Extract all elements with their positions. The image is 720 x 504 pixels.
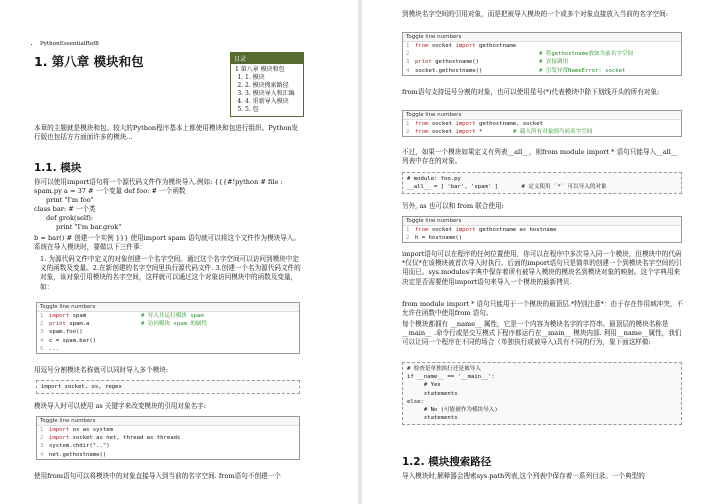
code-block [36,302,300,354]
toggle-line-numbers-link[interactable]: Toggle line numbers [403,111,681,120]
paragraph: 另外, as 也可以和 from 联合使用: [402,202,504,210]
toc-header: 目录 [231,53,303,64]
code-line: 2 h = hostname() [406,235,463,242]
toc-item[interactable]: 5. 5. 包 [245,106,303,114]
toc-item[interactable]: 4. 4. 重新导入模块 [245,98,303,106]
paragraph: 每个模块都拥有 __name__ 属性，它是一个内容为模块名字的字符串。最顶层的模块名称是 __main__ .命令行或是交互模式下程序都运行在__main__ 模块内部. 利用__name__属性，我们可以让同一个程序在不同的场合（单独执行或被导入)具有不同的行为，象下面这样做: [402,320,682,347]
left-page [0,0,358,504]
code-line: 1 from socket import gethostname as hostname [406,227,557,233]
code-line: 5 ... [40,345,60,352]
code-line: 2 import socket as net, thread as threads [40,435,181,442]
paragraph: import语句可以在程序的任何位置使用，你可以在程序中多次导入同一个模块，但模块中的代码*仅仅*在该模块被首次导入时执行。后面的import语句只是简单的创建一个到模块名字空间的引用而已。sys.modules字典中保存着所有被导入模块的模块名到模块对象的映射。这个字典用来决定是否需要使用import语句来导入一个模块的最新拷贝. [402,250,682,286]
section-title: 1.1. 模块 [34,162,82,174]
paragraph: 模块导入时可以使用 as 关键字来改变模块的引用对象名字: [34,402,206,410]
toggle-line-numbers-link[interactable]: Toggle line numbers [37,417,299,426]
toc-item[interactable]: 1 第八章 模块和包 [235,66,285,73]
code-line: 4 socket.gethostname() # 引发异常NameError: socket [406,67,626,74]
code-block [402,216,682,243]
code-line: 4 c = spam.bar() [40,337,97,344]
toggle-line-numbers-link[interactable]: Toggle line numbers [403,217,681,226]
toc-item[interactable]: 1. 1. 模块 [245,74,303,82]
paragraph: 导入模块时,解释器会搜索sys.path列表,这个列表中保存着一系列目录。一个典型的 [402,472,645,480]
code-line: 2 from socket import * # 载入所有对象到当前名字空间 [406,129,593,136]
bullet-item: • PythonEssentialRef8 [40,40,240,49]
paragraph: 用逗号分割模块名称就可以同时导入多个模块: [34,366,169,374]
right-page [362,0,720,504]
code-line: 4 net.gethostname() [40,451,107,458]
paragraph: from module import * 语句只能用于一个模块的最顶层.*特别注意*：由于存在作用域冲突，不允许在函数中使用from 语句。 [402,300,684,318]
plain-code-block: # 检查是单独执行还是被导入 if __name__ == '__main__': # Yes statements else: # No (可能被作为模块导入) statements [402,362,682,425]
paragraph: class bar: # 一个类 [34,205,96,213]
paragraph: 你可以使用import语句将一个源代码文件作为模块导入.例如: {{{#!python # file : spam.py a = 37 # 一个变量 def foo: # 一个函数 [34,178,283,196]
paragraph: 到模块名字空间的引用对象，而是把被导入模块的一个或多个对象直接放入当前的名字空间: [402,10,668,18]
code-line: 3 print gethostname() # 直接调用 [406,59,569,66]
code-line: 2 print spam.a # 访问模块 spam 的属性 [40,321,208,328]
toc-item[interactable]: 3. 3. 模块导入和汇编 [245,90,303,98]
bullet-list [30,40,240,49]
plain-code-block: import socket, os, regex [36,380,300,394]
toggle-line-numbers-link[interactable]: Toggle line numbers [37,303,299,312]
toc-box [230,52,304,117]
code-block [36,416,300,460]
numbered-item: 1. 为源代码文件中定义的对象创建一个名字空间。通过这个名字空间可以访问到模块中定义的函数及变量。2.在新创建的名字空间里执行源代码文件. 3.创建一个名为源代码文件的对象，该对象引用模块的名字空间，这样就可以通过这个对象访问模块中的函数及变量，如： [40,255,301,291]
plain-code-block: # module: foo.py __all__ = [ 'bar', 'spam' ] # 定义使用 `*` 可以导入的对象 [402,172,682,194]
paragraph: 使用from语句可以将模块中的对象直接导入到当前的名字空间. from语句不创建一个 [34,472,281,480]
paragraph: def grok(self): [46,214,94,222]
intro-paragraph: 本章的主题就是模块和包。较大的Python程序基本上都使用模块和包进行组织。Python发行版也包括方方面面许多的模块... [34,124,299,142]
chapter-title: 1. 第八章 模块和包 [34,54,144,69]
code-line: 3 spam.foo() [40,329,83,336]
code-line: 2 # 将gethostname放如当前名字空间 [406,51,634,58]
paragraph: 不过，如果一个模块如果定义有列表__all__，则from module import * 语句只能导入__all__列表中存在的对象。 [402,148,678,166]
code-line: 1 from socket import gethostname [406,43,517,49]
code-line: 1 from socket import gethostname, socket [406,121,544,127]
code-line: 3 system.chdir("..") [40,443,110,450]
paragraph: print "I'm bar.grok" [56,223,122,231]
code-line: 1 import spam # 导入并运行模块 spam [40,313,204,319]
paragraph: print "I'm foo" [46,196,94,204]
toggle-line-numbers-link[interactable]: Toggle line numbers [403,33,681,42]
paragraph: b = bar() # 创建一个实例 }}} 使用import spam 语句就可以将这个文件作为模块导入。系统在导入模块时，要做以下三件事： [34,234,301,252]
code-block [402,110,682,137]
code-line: 1 import os as system [40,427,113,433]
toc-item[interactable]: 2. 2. 模块搜索路径 [245,82,303,90]
paragraph: from语句支持逗号分割的对象，也可以使用星号(*)代表模块中除下划线开头的所有对象: [402,88,660,96]
section-title: 1.2. 模块搜索路径 [402,456,492,468]
code-block [402,32,682,76]
